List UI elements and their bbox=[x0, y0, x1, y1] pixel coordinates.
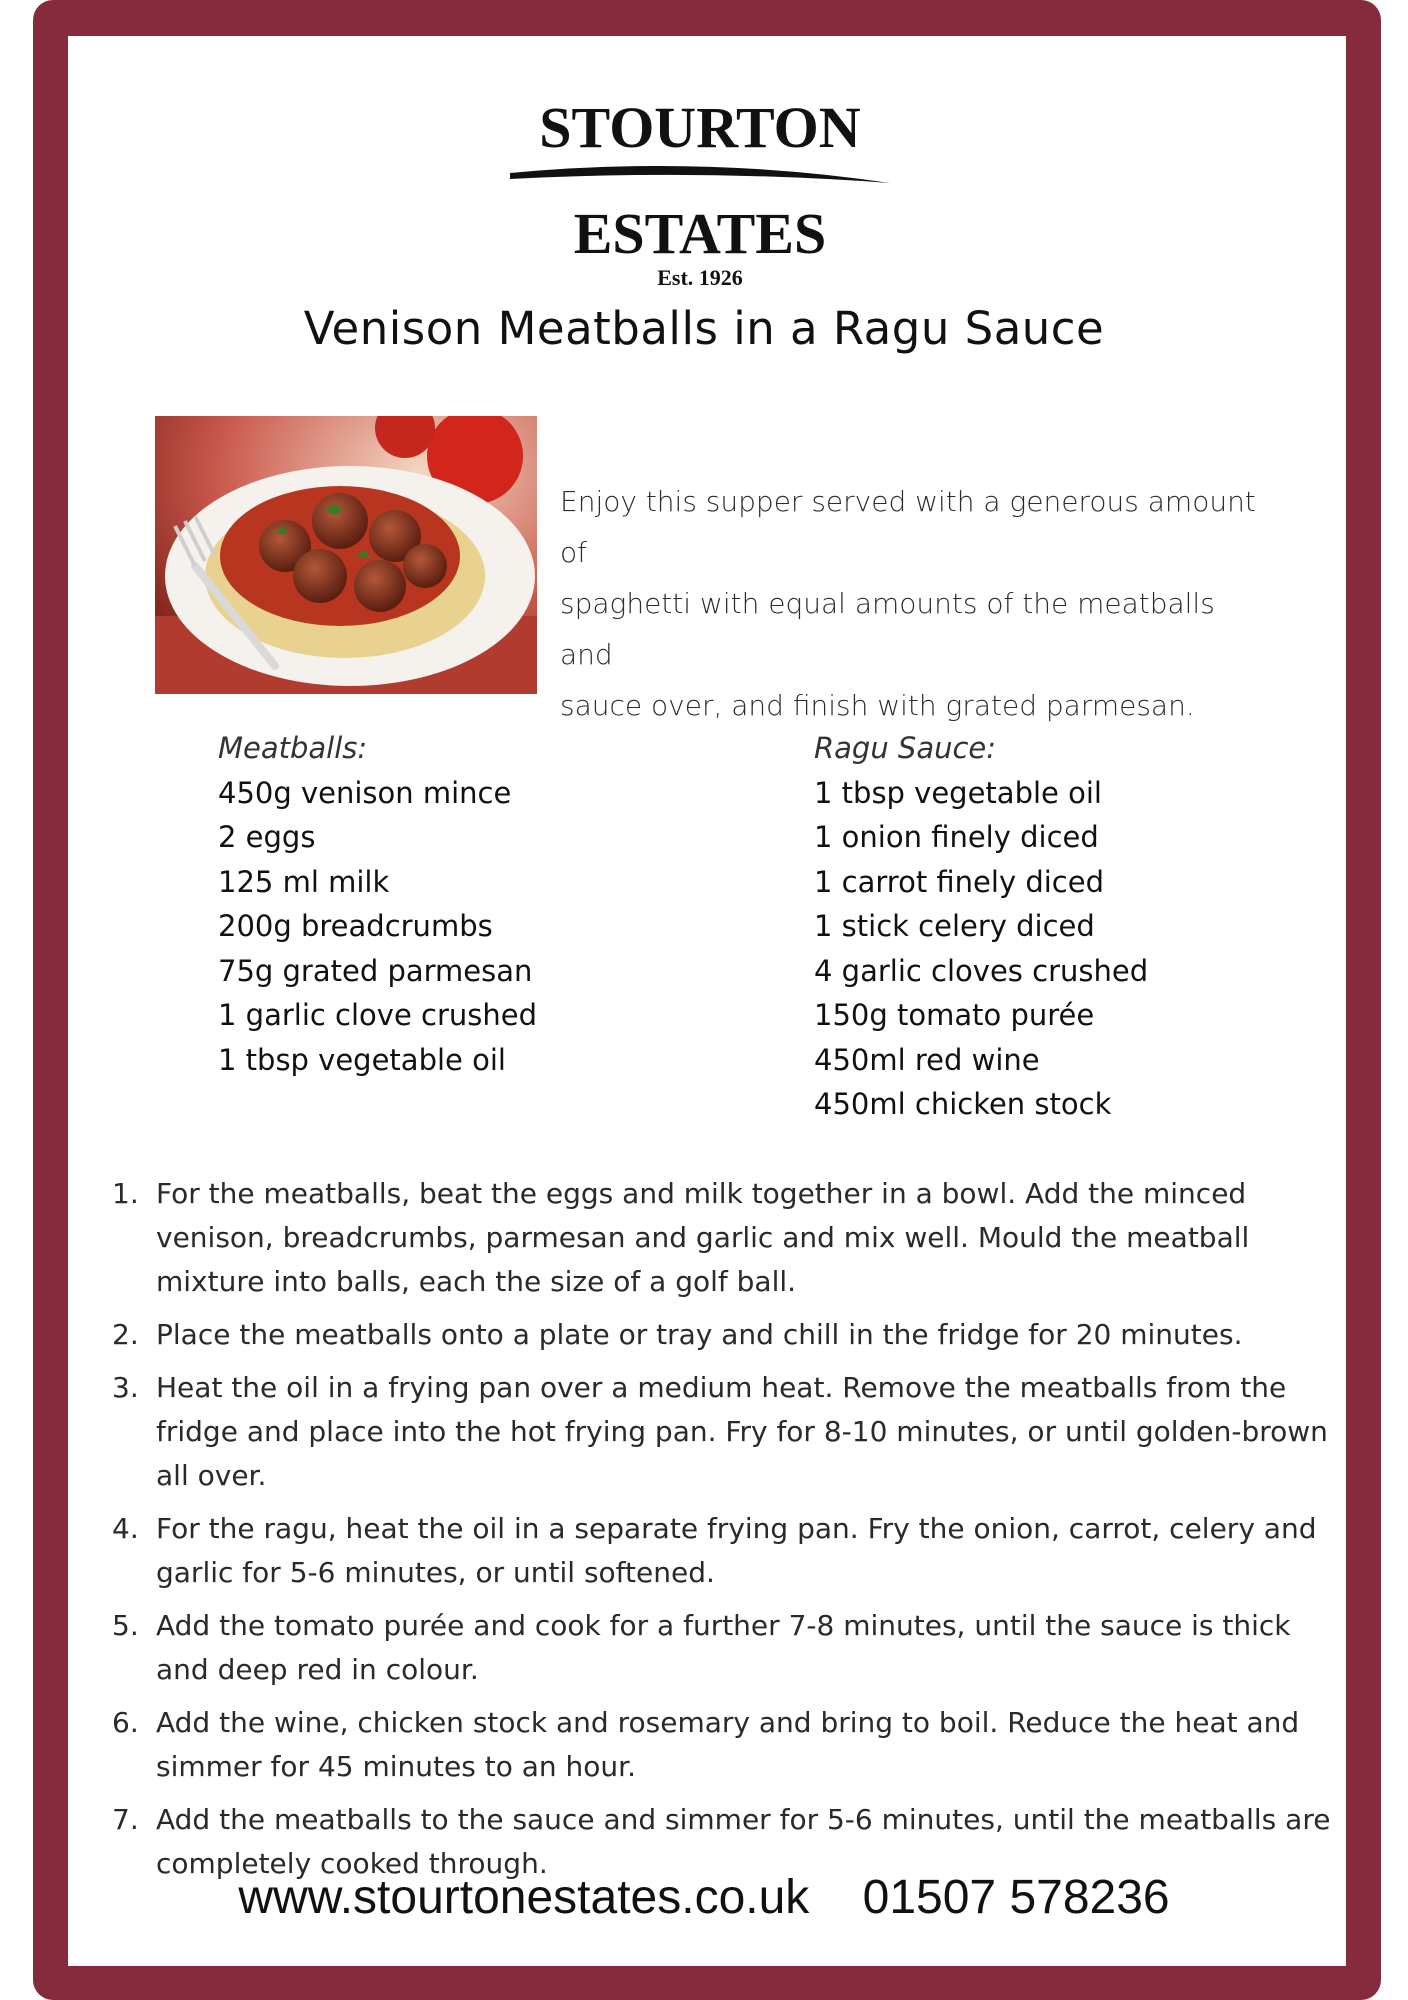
logo-swoosh bbox=[510, 166, 890, 183]
step-number: 1. bbox=[112, 1177, 139, 1210]
step-text: Add the tomato purée and cook for a further 7-8 minutes, until the sauce is thick and deep red in colour. bbox=[156, 1609, 1291, 1686]
method-step bbox=[112, 1366, 1342, 1498]
ingredient-item: 125 ml milk bbox=[218, 864, 390, 899]
phone-number: 01507 578236 bbox=[862, 1871, 1170, 1924]
step-text: Add the meatballs to the sauce and simmer for 5-6 minutes, until the meatballs are completely cooked through. bbox=[156, 1803, 1331, 1880]
recipe-intro bbox=[560, 476, 1260, 731]
ingredient-item: 150g tomato purée bbox=[814, 998, 1095, 1032]
intro-line: sauce over, and finish with grated parmesan. bbox=[560, 689, 1195, 722]
meatballs-spaghetti-photo bbox=[155, 416, 537, 694]
step-text: For the meatballs, beat the eggs and milk together in a bowl. Add the minced venison, breadcrumbs, parmesan and garlic and mix well. Mould the meatball mixture into balls, each the size of a golf ball. bbox=[156, 1177, 1250, 1298]
step-number: 4. bbox=[112, 1512, 139, 1545]
website-link[interactable]: www.stourtonestates.co.uk bbox=[238, 1871, 810, 1924]
ingredient-item: 1 tbsp vegetable oil bbox=[814, 775, 1102, 810]
logo-line1: STOURTON bbox=[539, 95, 861, 160]
intro-line: Enjoy this supper served with a generous amount of bbox=[560, 485, 1256, 569]
logo-established: Est. 1926 bbox=[657, 265, 743, 290]
ingredient-item: 1 tbsp vegetable oil bbox=[218, 1042, 506, 1077]
ingredient-item: 1 stick celery diced bbox=[814, 909, 1095, 943]
recipe-title: Venison Meatballs in a Ragu Sauce bbox=[303, 302, 1105, 355]
step-text: Place the meatballs onto a plate or tray and chill in the fridge for 20 minutes. bbox=[156, 1318, 1243, 1351]
meatballs-ingredients bbox=[218, 726, 537, 1082]
method-step bbox=[112, 1701, 1342, 1789]
ingredient-item: 1 onion finely diced bbox=[814, 820, 1099, 854]
ingredient-item: 450ml chicken stock bbox=[814, 1087, 1112, 1121]
step-text: Add the wine, chicken stock and rosemary and bring to boil. Reduce the heat and simmer for 45 minutes to an hour. bbox=[156, 1706, 1300, 1783]
step-text: Heat the oil in a frying pan over a medium heat. Remove the meatballs from the fridge and place into the hot frying pan. Fry for 8-10 minutes, or until golden-brown all over. bbox=[156, 1371, 1328, 1492]
meatballs-heading: Meatballs: bbox=[218, 731, 368, 765]
step-number: 7. bbox=[112, 1803, 139, 1836]
method-step bbox=[112, 1604, 1342, 1692]
contact-footer bbox=[0, 1870, 1408, 1925]
method-step bbox=[112, 1507, 1342, 1595]
sauce-ingredients bbox=[814, 726, 1148, 1127]
logo-line2: ESTATES bbox=[573, 201, 827, 266]
stourton-estates-logo bbox=[490, 95, 910, 295]
intro-line: spaghetti with equal amounts of the meatballs and bbox=[560, 587, 1215, 671]
meatballs-ingredient-list bbox=[218, 771, 537, 1083]
sauce-heading: Ragu Sauce: bbox=[814, 731, 997, 765]
step-text: For the ragu, heat the oil in a separate frying pan. Fry the onion, carrot, celery and garlic for 5-6 minutes, or until softened. bbox=[156, 1512, 1317, 1589]
ingredient-item: 200g breadcrumbs bbox=[218, 909, 493, 943]
step-number: 2. bbox=[112, 1318, 139, 1351]
ingredient-item: 1 carrot finely diced bbox=[814, 864, 1104, 899]
ingredient-item: 1 garlic clove crushed bbox=[218, 998, 537, 1032]
step-number: 6. bbox=[112, 1706, 139, 1739]
method-step bbox=[112, 1313, 1342, 1357]
ingredient-item: 75g grated parmesan bbox=[218, 953, 533, 988]
ingredient-item: 450g venison mince bbox=[218, 775, 512, 810]
sauce-ingredient-list bbox=[814, 771, 1148, 1127]
step-number: 5. bbox=[112, 1609, 139, 1642]
ingredient-item: 450ml red wine bbox=[814, 1042, 1040, 1077]
ingredient-item: 4 garlic cloves crushed bbox=[814, 953, 1149, 988]
method-steps bbox=[112, 1172, 1342, 1895]
ingredient-item: 2 eggs bbox=[218, 820, 316, 854]
method-step bbox=[112, 1172, 1342, 1304]
step-number: 3. bbox=[112, 1371, 139, 1404]
